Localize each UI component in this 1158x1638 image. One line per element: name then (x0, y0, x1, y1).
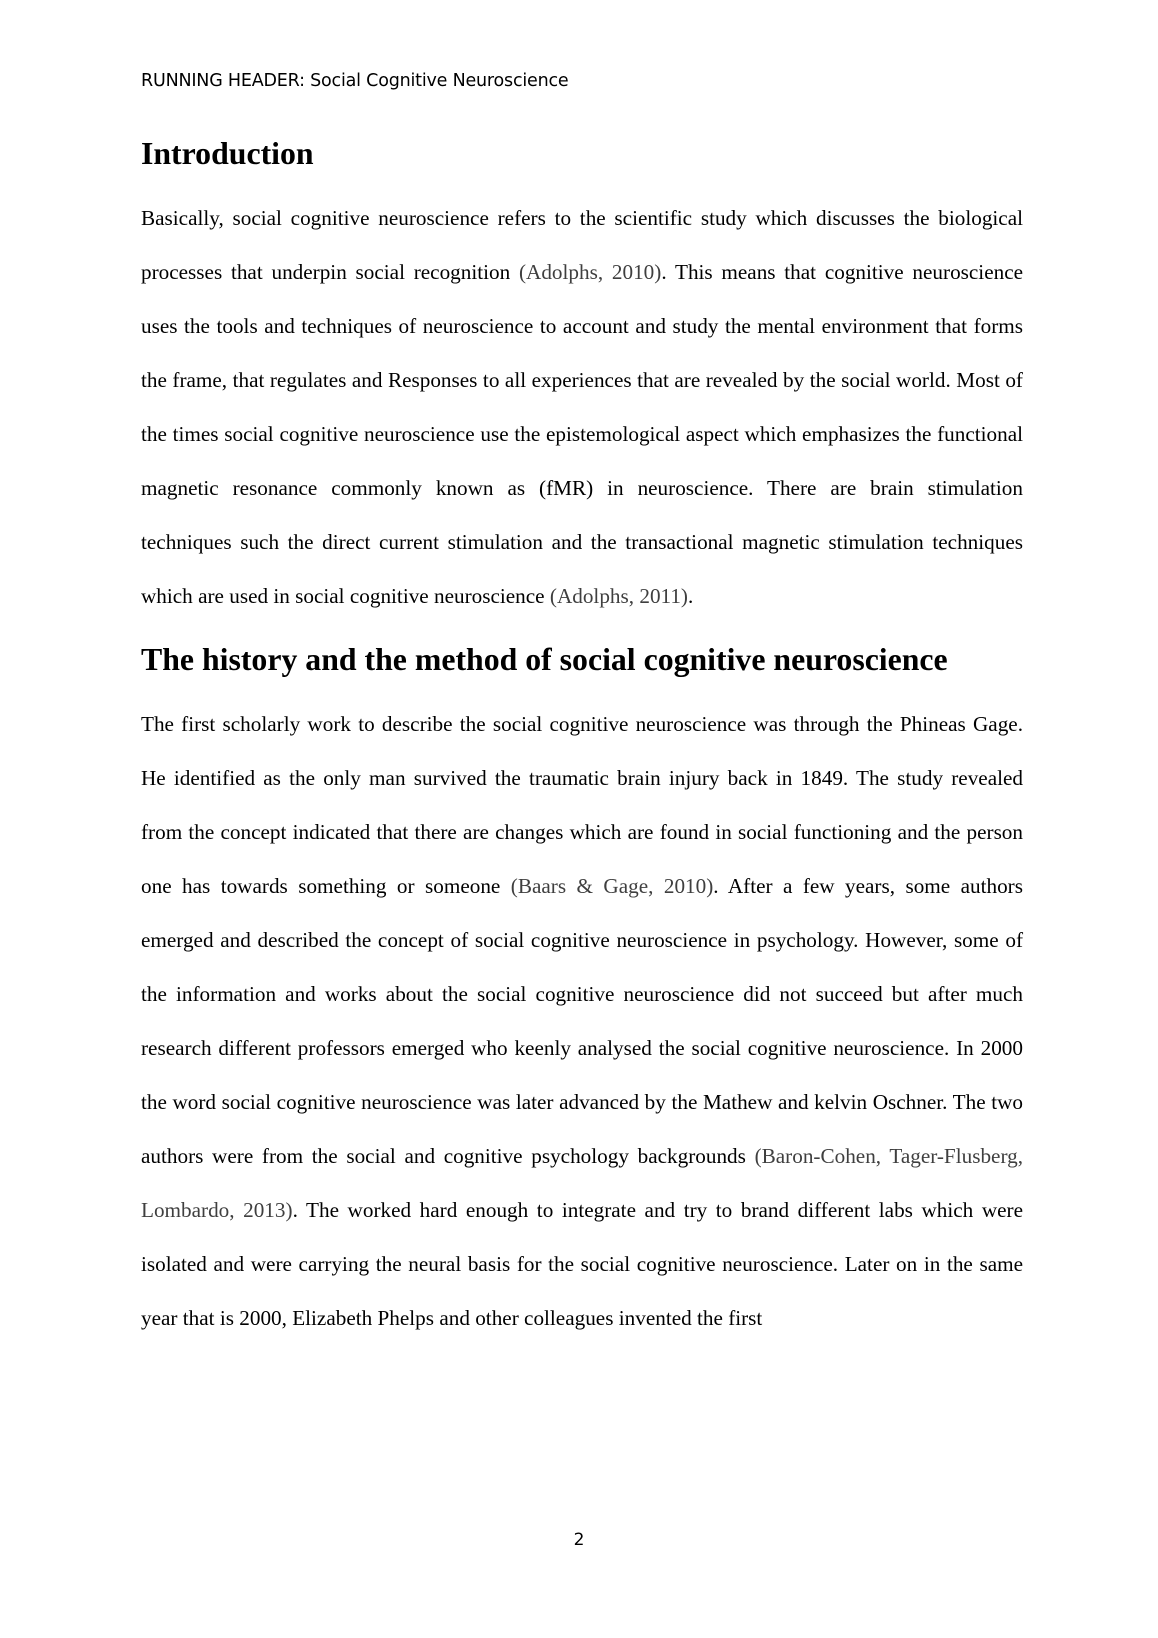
text-run: . The worked hard enough to integrate and try to brand different labs which were isolated and were carrying the neural basis for the social cognitive neuroscience. Later on in the same year that is 2000, Elizabeth Phelps and other colleagues invented the first (141, 1198, 1023, 1330)
text-run: . This means that cognitive neuroscience uses the tools and techniques of neuroscience to account and study the mental environment that forms the frame, that regulates and Responses to all experiences that are revealed by the social world. Most of the times social cognitive neuroscience use the epistemological aspect which emphasizes the functional magnetic resonance commonly known as (fMR) in neuroscience. There are brain stimulation techniques such the direct current stimulation and the transactional magnetic stimulation techniques which are used in social cognitive neuroscience (141, 260, 1024, 608)
text-run: The first scholarly work to describe the social cognitive neuroscience was through the Phineas Gage. He identified as the only man survived the traumatic brain injury back in 1849. The study revealed from the concept indicated that there are changes which are found in social functioning and the person one has towards something or someone (141, 712, 1023, 898)
running-header: RUNNING HEADER: Social Cognitive Neuroscience (141, 71, 569, 91)
text-run: Basically, social cognitive neuroscience refers to the scientific study which discusses the biological processes that underpin social recognition (141, 206, 1023, 284)
section-heading-history: The history and the method of social cognitive neuroscience (141, 642, 948, 677)
page-number: 2 (573, 1530, 585, 1550)
history-paragraph (141, 697, 1023, 1345)
citation: (Adolphs, 2010) (518, 260, 662, 284)
citation: (Adolphs, 2011) (549, 584, 688, 608)
document-body (141, 132, 1023, 1345)
text-run: . After a few years, some authors emerged and described the concept of social cognitive neuroscience in psychology. However, some of the information and works about the social cognitive neuroscience did not succeed but after much research different professors emerged who keenly analysed the social cognitive neuroscience. In 2000 the word social cognitive neuroscience was later advanced by the Mathew and kelvin Oschner. The two authors were from the social and cognitive psychology backgrounds (141, 874, 1023, 1168)
text-run: . (688, 584, 694, 608)
section-heading-introduction: Introduction (141, 136, 314, 171)
citation: (Baron-Cohen, Tager-Flusberg, Lombardo, 2013) (141, 1144, 1024, 1222)
citation: (Baars & Gage, 2010) (510, 874, 714, 898)
introduction-paragraph (141, 191, 1023, 623)
